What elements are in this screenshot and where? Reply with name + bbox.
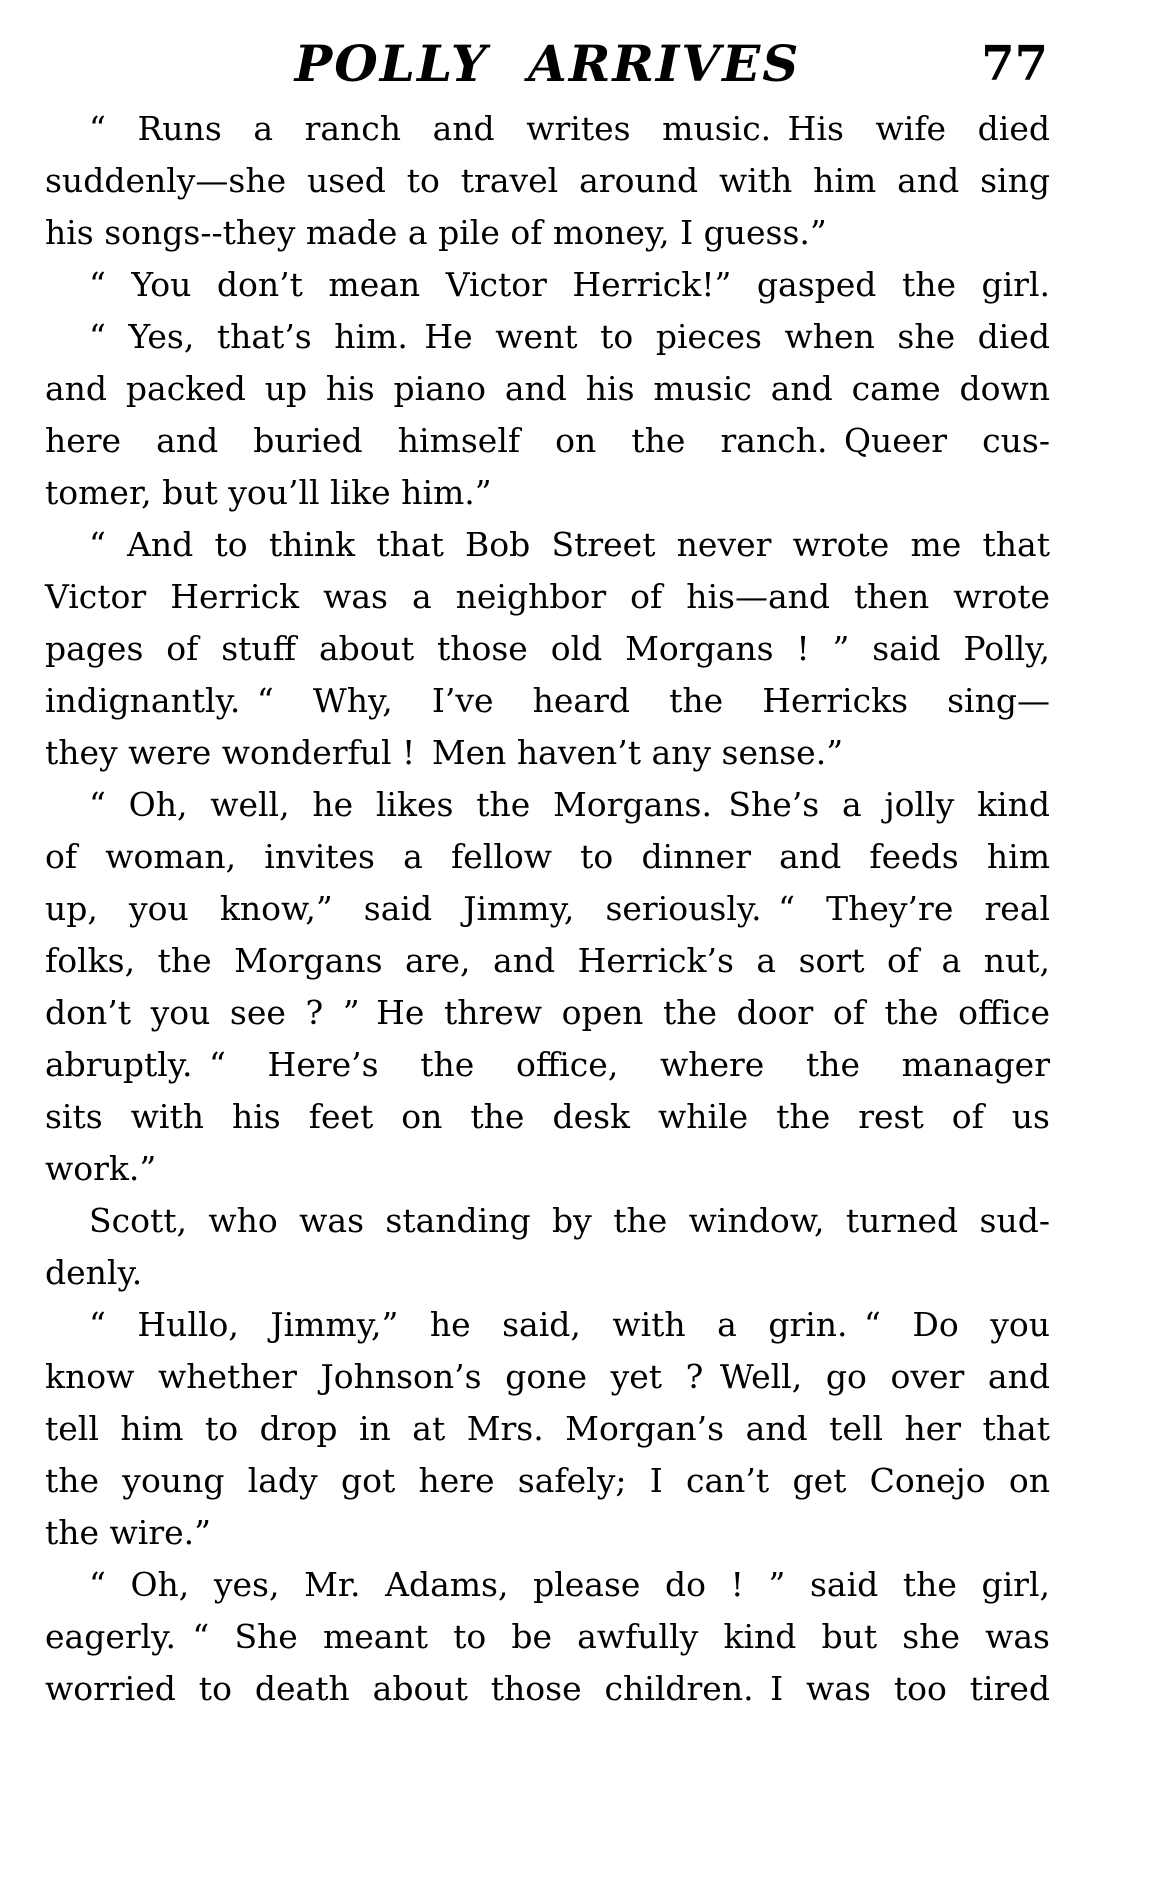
text-line: “ And to think that Bob Street never wrote me that xyxy=(89,525,1050,564)
text-line: indignantly. “ Why, I’ve heard the Herricks sing— xyxy=(45,681,1050,720)
text-line: “ Yes, that’s him. He went to pieces when she died xyxy=(89,317,1050,356)
text-line: “ Oh, well, he likes the Morgans. She’s a jolly kind xyxy=(89,785,1050,824)
text-line: “ You don’t mean Victor Herrick!” gasped the girl. xyxy=(89,265,1050,304)
text-line: suddenly—she used to travel around with him and sing xyxy=(45,161,1050,200)
text-line: don’t you see ? ” He threw open the door of the office xyxy=(45,993,1050,1032)
body-text-block xyxy=(45,103,1050,1715)
text-line: tell him to drop in at Mrs. Morgan’s and tell her that xyxy=(45,1409,1050,1448)
text-line: “ Hullo, Jimmy,” he said, with a grin. “ Do you xyxy=(89,1305,1050,1344)
text-line: and packed up his piano and his music and came down xyxy=(45,369,1050,408)
page-number: 77 xyxy=(981,36,1048,92)
page-header xyxy=(45,26,1050,102)
text-line: of woman, invites a fellow to dinner and feeds him xyxy=(45,837,1050,876)
text-line: folks, the Morgans are, and Herrick’s a sort of a nut, xyxy=(45,941,1050,980)
text-line: here and buried himself on the ranch. Queer cus- xyxy=(45,421,1050,460)
text-line: sits with his feet on the desk while the rest of us xyxy=(45,1097,1050,1136)
text-line: pages of stuff about those old Morgans ! ” said Polly, xyxy=(45,629,1050,668)
text-line: “ Oh, yes, Mr. Adams, please do ! ” said the girl, xyxy=(89,1565,1050,1604)
text-line: worried to death about those children. I was too tired xyxy=(45,1669,1050,1708)
text-line: Scott, who was standing by the window, turned sud- xyxy=(89,1201,1050,1240)
text-line: Victor Herrick was a neighbor of his—and then wrote xyxy=(45,577,1050,616)
text-line: tomer, but you’ll like him.” xyxy=(45,473,492,512)
text-line: his songs--they made a pile of money, I guess.” xyxy=(45,213,827,252)
text-line: up, you know,” said Jimmy, seriously. “ They’re real xyxy=(45,889,1050,928)
running-head-title: POLLY ARRIVES xyxy=(294,34,801,93)
text-line: the wire.” xyxy=(45,1513,211,1552)
text-line: know whether Johnson’s gone yet ? Well, go over and xyxy=(45,1357,1050,1396)
text-line: “ Runs a ranch and writes music. His wife died xyxy=(89,109,1050,148)
text-line: work.” xyxy=(45,1149,157,1188)
text-line: the young lady got here safely; I can’t get Conejo on xyxy=(45,1461,1050,1500)
text-line: abruptly. “ Here’s the office, where the manager xyxy=(45,1045,1050,1084)
text-line: they were wonderful ! Men haven’t any sense.” xyxy=(45,733,844,772)
text-line: denly. xyxy=(45,1253,143,1292)
text-line: eagerly. “ She meant to be awfully kind but she was xyxy=(45,1617,1050,1656)
